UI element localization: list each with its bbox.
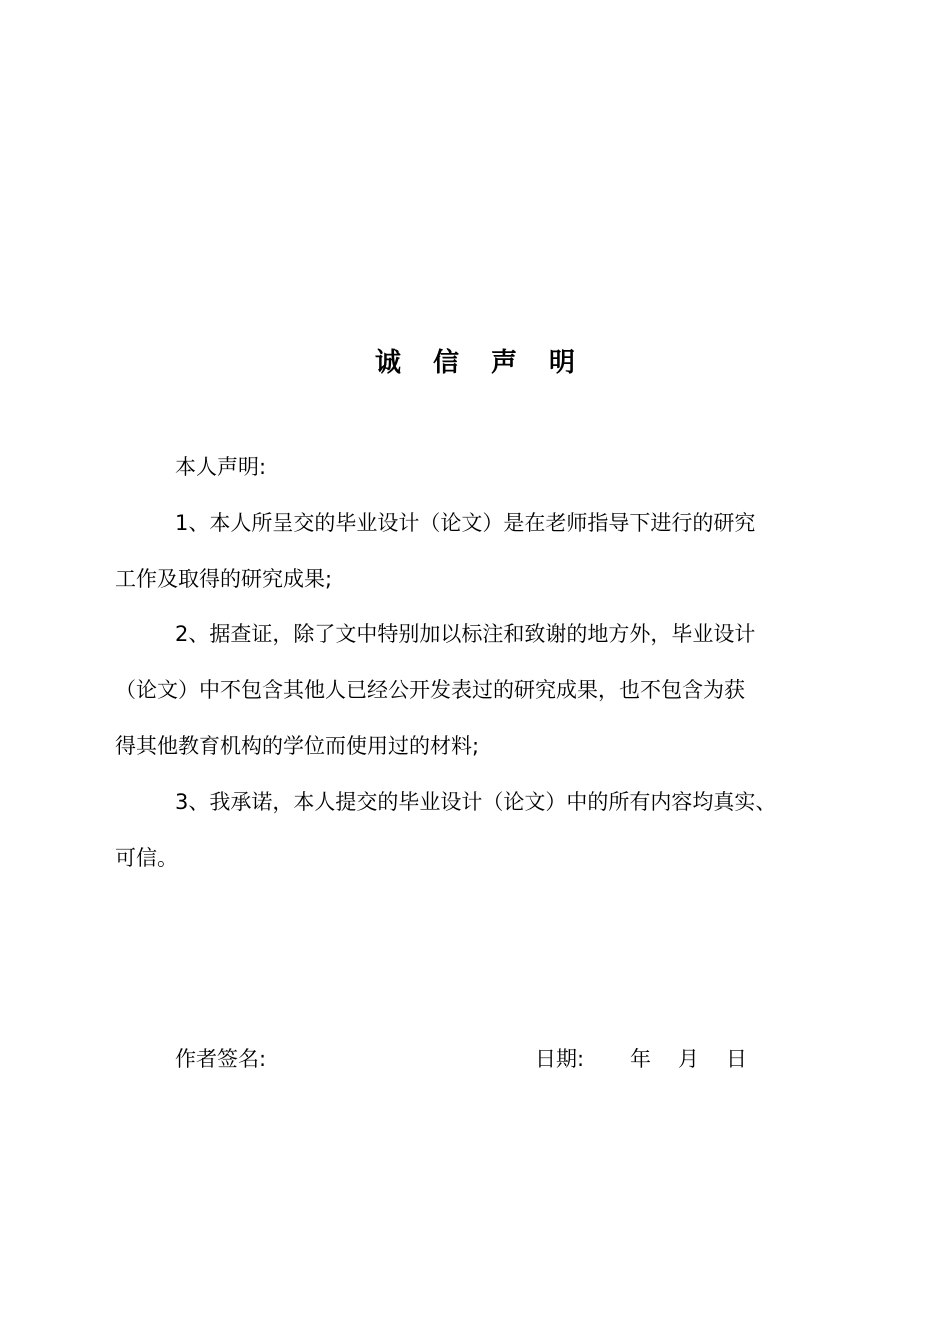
paragraph-line: 工作及取得的研究成果; [115, 567, 333, 591]
paragraph-line: 可信。 [115, 846, 178, 870]
date-year-label: 年 [630, 1047, 651, 1071]
paragraph-line: 1、本人所呈交的毕业设计（论文）是在老师指导下进行的研究 [175, 511, 756, 535]
author-signature-label: 作者签名: [175, 1047, 267, 1071]
paragraph-line: （论文）中不包含其他人已经公开发表过的研究成果，也不包含为获 [115, 678, 745, 702]
page-title: 诚信声明 [374, 348, 607, 378]
paragraph-line: 2、据查证，除了文中特别加以标注和致谢的地方外，毕业设计 [175, 622, 756, 646]
paragraph-3 [115, 774, 860, 886]
paragraph-1 [115, 495, 860, 607]
date-label: 日期: [535, 1047, 585, 1071]
paragraph-line: 得其他教育机构的学位而使用过的材料; [115, 734, 480, 758]
date-day-label: 日 [726, 1047, 747, 1071]
intro-text: 本人声明: [175, 455, 267, 479]
paragraph-line: 3、我承诺，本人提交的毕业设计（论文）中的所有内容均真实、 [175, 790, 777, 814]
date-month-label: 月 [678, 1047, 699, 1071]
paragraph-2 [115, 606, 860, 774]
